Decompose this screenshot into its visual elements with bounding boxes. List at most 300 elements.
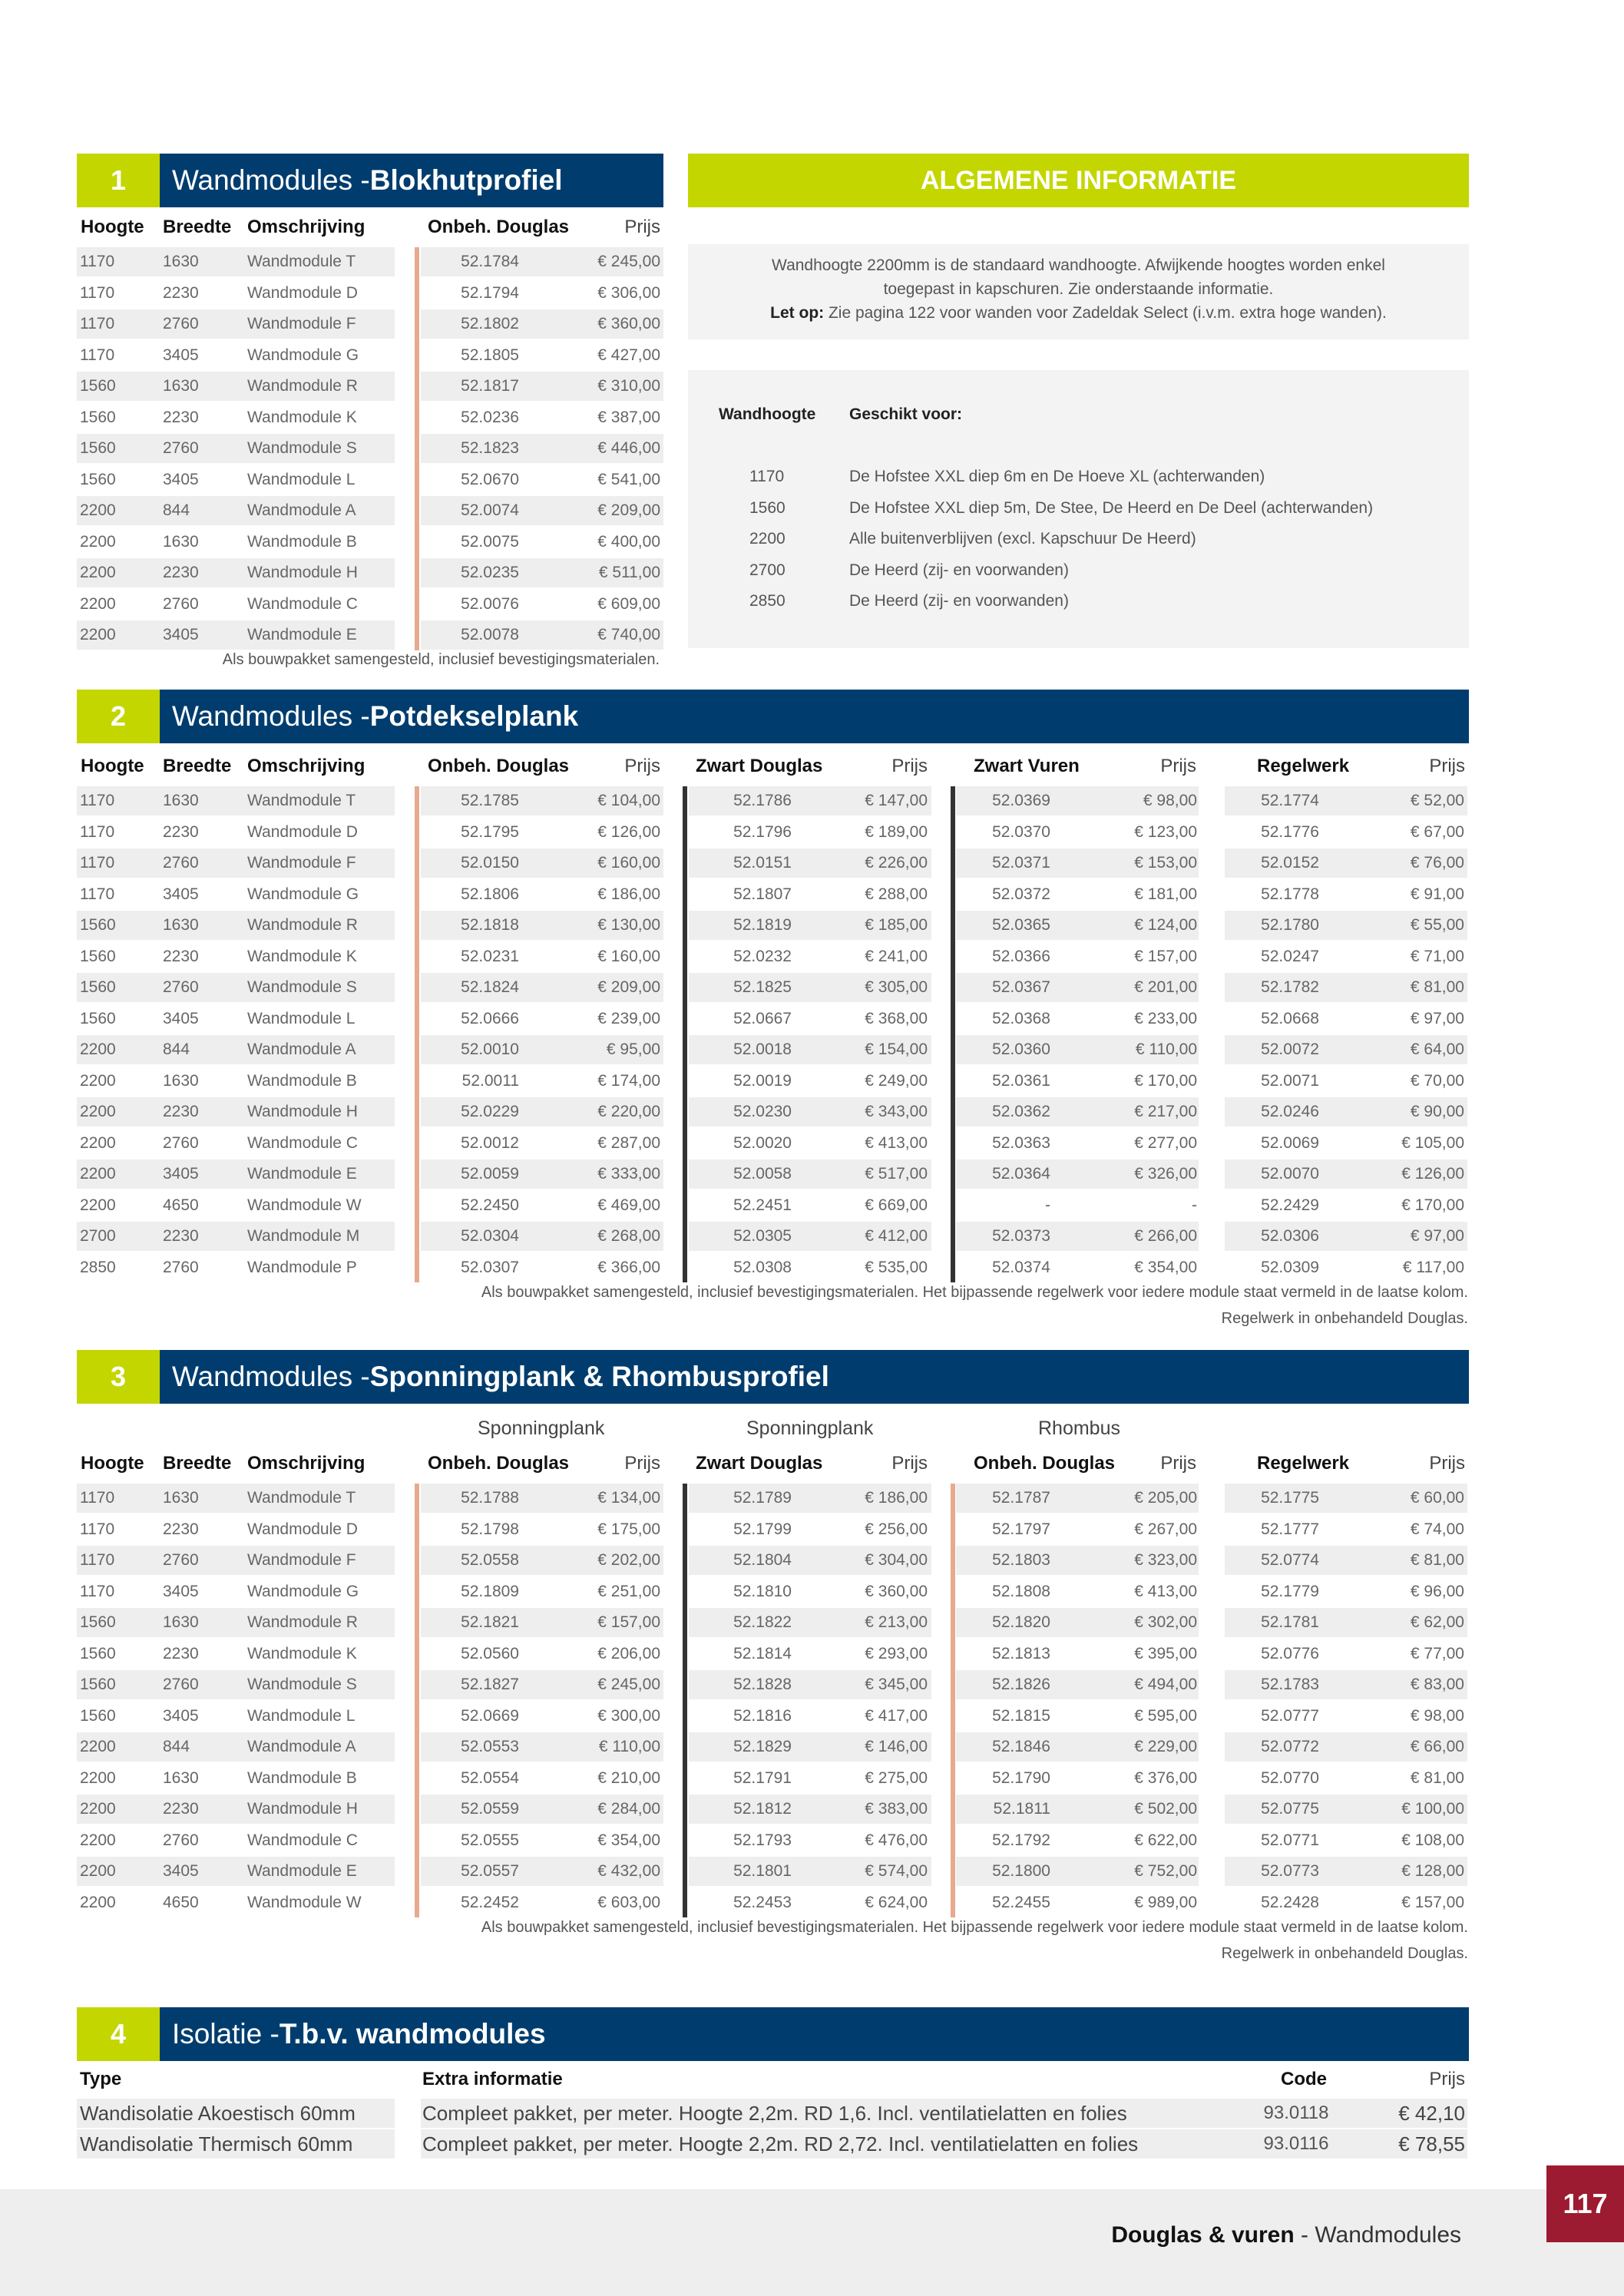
table-cell: 1170 bbox=[80, 1582, 115, 1600]
s3-note-2: Regelwerk in onbehandeld Douglas. bbox=[1221, 1945, 1468, 1962]
table-cell: € 360,00 bbox=[597, 315, 660, 332]
height-value: 1560 bbox=[749, 498, 786, 517]
table-cell: € 104,00 bbox=[597, 792, 660, 809]
page-number: 117 bbox=[1546, 2165, 1624, 2242]
group-label-sponning-1: Sponningplank bbox=[478, 1418, 605, 1439]
table-cell: € 267,00 bbox=[1134, 1520, 1197, 1538]
table-cell: 52.0374 bbox=[992, 1258, 1050, 1276]
column-divider bbox=[683, 786, 687, 1282]
col-header-price: Prijs bbox=[1429, 2069, 1465, 2089]
height-value: 2700 bbox=[749, 561, 786, 579]
table-cell: € 412,00 bbox=[865, 1227, 928, 1245]
table-cell: 52.0770 bbox=[1261, 1768, 1319, 1787]
table-cell: 2760 bbox=[163, 854, 199, 872]
table-cell: 52.0361 bbox=[992, 1071, 1050, 1090]
table-cell: € 170,00 bbox=[1134, 1071, 1197, 1090]
table-cell: 2760 bbox=[163, 1258, 199, 1276]
table-cell: 52.1783 bbox=[1261, 1676, 1319, 1693]
table-cell: 2760 bbox=[163, 1133, 199, 1152]
table-cell: 2200 bbox=[80, 626, 116, 643]
table-cell: € 64,00 bbox=[1410, 1040, 1464, 1058]
table-cell: Wandmodule F bbox=[247, 315, 356, 332]
table-cell: € 366,00 bbox=[597, 1258, 660, 1276]
table-cell: € 91,00 bbox=[1410, 885, 1464, 903]
table-cell: 52.1780 bbox=[1261, 916, 1319, 934]
table-cell: 2760 bbox=[163, 1676, 199, 1693]
col-header-code-1: Onbeh. Douglas bbox=[428, 1453, 570, 1474]
table-cell: 52.1827 bbox=[461, 1676, 519, 1693]
table-cell: 2760 bbox=[163, 594, 199, 613]
table-cell: 52.0078 bbox=[461, 626, 519, 643]
table-cell: € 323,00 bbox=[1134, 1551, 1197, 1569]
table-cell: 2200 bbox=[80, 1103, 116, 1120]
section-number: 1 bbox=[77, 154, 160, 207]
table-cell: € 205,00 bbox=[1134, 1489, 1197, 1507]
table-cell: Wandmodule G bbox=[247, 1582, 359, 1600]
table-cell: 52.1774 bbox=[1261, 792, 1319, 809]
s2-note-1: Als bouwpakket samengesteld, inclusief bevestigingsmaterialen. Het bijpassende regelwerk voor iedere module staat vermeld in de laatse kolom. bbox=[481, 1284, 1468, 1301]
height-value: 2200 bbox=[749, 530, 786, 548]
table-cell: 2850 bbox=[80, 1258, 116, 1276]
table-cell: € 343,00 bbox=[865, 1103, 928, 1120]
table-cell: 52.0366 bbox=[992, 947, 1050, 965]
table-row bbox=[77, 1670, 1468, 1701]
table-cell: € 62,00 bbox=[1410, 1613, 1464, 1631]
table-cell: Wandmodule E bbox=[247, 1862, 357, 1880]
table-cell: 1630 bbox=[163, 1768, 199, 1787]
table-cell: Wandmodule L bbox=[247, 470, 356, 488]
table-cell: 52.0074 bbox=[461, 501, 519, 519]
table-cell: 2200 bbox=[80, 1040, 116, 1058]
table-row bbox=[77, 1067, 1468, 1097]
table-cell: 52.1819 bbox=[733, 916, 792, 934]
table-cell: 52.1782 bbox=[1261, 978, 1319, 996]
column-divider bbox=[951, 1484, 955, 1917]
table-cell: Wandmodule A bbox=[247, 1738, 356, 1755]
table-cell: € 288,00 bbox=[865, 885, 928, 903]
table-cell: 52.1826 bbox=[992, 1676, 1050, 1693]
table-cell: 52.2450 bbox=[461, 1196, 519, 1214]
table-cell: 52.0246 bbox=[1261, 1103, 1319, 1120]
table-cell: € 245,00 bbox=[597, 1676, 660, 1693]
table-cell: € 67,00 bbox=[1410, 822, 1464, 841]
table-cell: 52.2451 bbox=[733, 1196, 792, 1214]
table-cell: 52.0363 bbox=[992, 1133, 1050, 1152]
table-cell: 2760 bbox=[163, 439, 199, 457]
info-box bbox=[688, 244, 1469, 339]
table-row bbox=[77, 880, 1468, 911]
col-header-width: Breedte bbox=[163, 756, 232, 776]
table-cell: € 345,00 bbox=[865, 1676, 928, 1693]
table-cell: 52.1778 bbox=[1261, 885, 1319, 903]
table-cell: 1170 bbox=[80, 854, 115, 872]
col-header-price-3: Prijs bbox=[1160, 1453, 1196, 1474]
section-1-header bbox=[77, 154, 663, 207]
table-row bbox=[77, 1826, 1468, 1857]
table-cell: 52.0305 bbox=[733, 1227, 792, 1245]
table-cell: 52.1824 bbox=[461, 978, 519, 996]
table-cell: - bbox=[1045, 1196, 1050, 1214]
table-cell: € 333,00 bbox=[597, 1165, 660, 1183]
table-cell: € 609,00 bbox=[597, 594, 660, 613]
table-row bbox=[77, 1732, 1468, 1763]
table-cell: € 624,00 bbox=[865, 1893, 928, 1911]
table-cell: € 78,55 bbox=[1398, 2132, 1465, 2155]
table-cell: 844 bbox=[163, 1040, 190, 1058]
table-cell: 52.0776 bbox=[1261, 1644, 1319, 1662]
table-cell: Compleet pakket, per meter. Hoogte 2,2m. RD 2,72. Incl. ventilatielatten en folies bbox=[422, 2132, 1139, 2155]
s2-note-2: Regelwerk in onbehandeld Douglas. bbox=[1221, 1310, 1468, 1327]
table-cell: 1630 bbox=[163, 377, 199, 395]
col-header-price-3: Prijs bbox=[1160, 756, 1196, 776]
table-cell: Wandmodule R bbox=[247, 916, 358, 934]
table-cell: € 417,00 bbox=[865, 1706, 928, 1725]
suitable-for: De Heerd (zij- en voorwanden) bbox=[849, 561, 1069, 579]
col-header-width: Breedte bbox=[163, 1453, 232, 1474]
info-line-3: Let op: Zie pagina 122 voor wanden voor Zadeldak Select (i.v.m. extra hoge wanden). bbox=[770, 304, 1387, 322]
table-cell: 52.0058 bbox=[733, 1165, 792, 1183]
table-row bbox=[77, 1888, 1468, 1919]
table-cell: 3405 bbox=[163, 1582, 199, 1600]
table-cell: 52.1795 bbox=[461, 822, 519, 841]
table-cell: 52.1813 bbox=[992, 1644, 1050, 1662]
table-cell: € 175,00 bbox=[597, 1520, 660, 1538]
table-cell: 52.0373 bbox=[992, 1227, 1050, 1245]
table-cell: 2760 bbox=[163, 315, 199, 332]
table-cell: Wandisolatie Akoestisch 60mm bbox=[80, 2102, 356, 2125]
col-header-description: Omschrijving bbox=[247, 756, 365, 776]
table-cell: Wandmodule D bbox=[247, 1520, 358, 1538]
table-cell: Wandmodule S bbox=[247, 978, 357, 996]
table-cell: 1560 bbox=[80, 1706, 116, 1725]
table-cell: 1630 bbox=[163, 1489, 199, 1507]
table-cell: € 202,00 bbox=[597, 1551, 660, 1569]
table-cell: 52.1817 bbox=[461, 377, 519, 395]
table-cell: Wandmodule M bbox=[247, 1227, 360, 1245]
section-3-header bbox=[77, 1350, 1469, 1404]
table-cell: Wandmodule H bbox=[247, 1800, 358, 1818]
table-cell: 2760 bbox=[163, 1831, 199, 1849]
table-cell: € 326,00 bbox=[1134, 1165, 1197, 1183]
table-cell: € 95,00 bbox=[606, 1040, 660, 1058]
table-cell: € 446,00 bbox=[597, 439, 660, 457]
table-cell: Wandmodule L bbox=[247, 1009, 356, 1027]
col-header-code-3: Onbeh. Douglas bbox=[974, 1453, 1116, 1474]
table-cell: € 476,00 bbox=[865, 1831, 928, 1849]
table-cell: Wandmodule H bbox=[247, 564, 358, 581]
table-cell: 1560 bbox=[80, 1613, 116, 1631]
col-header-price-1: Prijs bbox=[624, 756, 660, 776]
table-cell: € 284,00 bbox=[597, 1800, 660, 1818]
col-header-code-3: Zwart Vuren bbox=[974, 756, 1080, 776]
section-number: 3 bbox=[77, 1350, 160, 1404]
table-cell: € 110,00 bbox=[1135, 1040, 1197, 1058]
table-cell: 2200 bbox=[80, 1196, 116, 1214]
table-cell: 2200 bbox=[80, 1768, 116, 1787]
table-cell: 52.0247 bbox=[1261, 947, 1319, 965]
table-cell: € 387,00 bbox=[597, 408, 660, 426]
table-cell: 52.0360 bbox=[992, 1040, 1050, 1058]
table-cell: € 181,00 bbox=[1134, 885, 1197, 903]
table-cell: 52.0774 bbox=[1261, 1551, 1319, 1569]
table-cell: 1560 bbox=[80, 470, 116, 488]
table-cell: 3405 bbox=[163, 1862, 199, 1880]
table-cell: € 157,00 bbox=[1401, 1893, 1464, 1911]
table-cell: 52.0777 bbox=[1261, 1706, 1319, 1725]
table-cell: 2230 bbox=[163, 1520, 199, 1538]
table-cell: € 989,00 bbox=[1134, 1893, 1197, 1911]
table-row bbox=[77, 786, 1468, 817]
table-cell: 52.1796 bbox=[733, 822, 792, 841]
suitable-col-header: Geschikt voor: bbox=[849, 405, 963, 423]
table-cell: 1560 bbox=[80, 978, 116, 996]
table-cell: € 245,00 bbox=[597, 253, 660, 270]
table-cell: 52.0232 bbox=[733, 947, 792, 965]
table-cell: € 574,00 bbox=[865, 1862, 928, 1880]
table-cell: € 170,00 bbox=[1401, 1196, 1464, 1214]
table-cell: 2200 bbox=[80, 1133, 116, 1152]
suitable-for: De Heerd (zij- en voorwanden) bbox=[849, 592, 1069, 610]
table-cell: Wandmodule G bbox=[247, 346, 359, 364]
table-cell: 52.1801 bbox=[733, 1862, 792, 1880]
table-cell: € 413,00 bbox=[865, 1133, 928, 1152]
table-cell: € 226,00 bbox=[865, 854, 928, 872]
table-cell: € 206,00 bbox=[597, 1644, 660, 1662]
table-cell: 93.0118 bbox=[1263, 2102, 1329, 2123]
table-cell: 1560 bbox=[80, 1676, 116, 1693]
table-cell: 52.0670 bbox=[461, 470, 519, 488]
table-cell: 52.0229 bbox=[461, 1103, 519, 1120]
table-cell: 3405 bbox=[163, 1009, 199, 1027]
table-cell: 1560 bbox=[80, 408, 116, 426]
table-cell: Wandmodule K bbox=[247, 408, 357, 426]
table-cell: 52.1799 bbox=[733, 1520, 792, 1538]
table-cell: 1630 bbox=[163, 1613, 199, 1631]
table-cell: 1560 bbox=[80, 947, 116, 965]
table-cell: 52.1787 bbox=[992, 1489, 1050, 1507]
table-cell: € 494,00 bbox=[1134, 1676, 1197, 1693]
col-header-price-2: Prijs bbox=[891, 1453, 928, 1474]
table-cell: € 752,00 bbox=[1134, 1862, 1197, 1880]
table-cell: € 354,00 bbox=[597, 1831, 660, 1849]
table-cell: 52.1777 bbox=[1261, 1520, 1319, 1538]
table-cell: 3405 bbox=[163, 1165, 199, 1183]
table-cell: 52.0560 bbox=[461, 1644, 519, 1662]
table-cell: 2230 bbox=[163, 1800, 199, 1818]
table-cell: Wandmodule L bbox=[247, 1706, 356, 1725]
table-cell: € 376,00 bbox=[1134, 1768, 1197, 1787]
col-header-code-1: Onbeh. Douglas bbox=[428, 217, 570, 237]
table-cell: 2200 bbox=[80, 1071, 116, 1090]
table-cell: 52.1846 bbox=[992, 1738, 1050, 1755]
table-cell: 3405 bbox=[163, 885, 199, 903]
table-cell: 52.0070 bbox=[1261, 1165, 1319, 1183]
table-cell: Wandmodule W bbox=[247, 1893, 362, 1911]
table-cell: 3405 bbox=[163, 1706, 199, 1725]
table-cell: 52.0772 bbox=[1261, 1738, 1319, 1755]
table-cell: 52.0012 bbox=[461, 1133, 519, 1152]
table-cell: 52.0307 bbox=[461, 1258, 519, 1276]
table-cell: 52.0667 bbox=[733, 1009, 792, 1027]
height-col-header: Wandhoogte bbox=[719, 405, 816, 423]
table-cell: 52.0558 bbox=[461, 1551, 519, 1569]
table-cell: 1560 bbox=[80, 377, 116, 395]
table-cell: Wandmodule W bbox=[247, 1196, 362, 1214]
table-cell: 2200 bbox=[80, 501, 116, 519]
table-cell: 52.1814 bbox=[733, 1644, 792, 1662]
table-cell: 52.1781 bbox=[1261, 1613, 1319, 1631]
height-value: 2850 bbox=[749, 592, 786, 610]
table-cell: Wandmodule D bbox=[247, 283, 358, 302]
insulation-row bbox=[77, 2129, 1468, 2160]
table-row bbox=[77, 1857, 1468, 1887]
table-cell: € 186,00 bbox=[597, 885, 660, 903]
table-cell: 52.1775 bbox=[1261, 1489, 1319, 1507]
table-cell: Wandisolatie Thermisch 60mm bbox=[80, 2132, 353, 2155]
table-cell: 4650 bbox=[163, 1196, 199, 1214]
table-cell: 1560 bbox=[80, 1644, 116, 1662]
table-cell: 52.0557 bbox=[461, 1862, 519, 1880]
section-4-header bbox=[77, 2007, 1469, 2061]
table-cell: 52.1810 bbox=[733, 1582, 792, 1600]
table-cell: € 66,00 bbox=[1410, 1738, 1464, 1755]
col-header-height: Hoogte bbox=[81, 217, 144, 237]
table-cell: 52.0369 bbox=[992, 792, 1050, 809]
table-cell: 2230 bbox=[163, 283, 199, 302]
table-cell: Wandmodule E bbox=[247, 1165, 357, 1183]
col-header-description: Omschrijving bbox=[247, 217, 365, 237]
table-cell: € 622,00 bbox=[1134, 1831, 1197, 1849]
col-header-extra-info: Extra informatie bbox=[422, 2069, 563, 2089]
table-cell: 2760 bbox=[163, 1551, 199, 1569]
table-cell: € 98,00 bbox=[1143, 792, 1197, 809]
table-row bbox=[77, 1160, 1468, 1190]
table-cell: € 81,00 bbox=[1410, 1768, 1464, 1787]
table-cell: 1560 bbox=[80, 1009, 116, 1027]
table-cell: 2230 bbox=[163, 1644, 199, 1662]
table-cell: € 128,00 bbox=[1401, 1862, 1464, 1880]
table-cell: 844 bbox=[163, 501, 190, 519]
table-cell: 52.2455 bbox=[992, 1893, 1050, 1911]
table-cell: € 268,00 bbox=[597, 1227, 660, 1245]
table-cell: € 427,00 bbox=[597, 346, 660, 364]
table-cell: Wandmodule S bbox=[247, 1676, 357, 1693]
table-cell: 2200 bbox=[80, 1165, 116, 1183]
table-cell: € 229,00 bbox=[1134, 1738, 1197, 1755]
table-cell: 52.0304 bbox=[461, 1227, 519, 1245]
table-cell: € 213,00 bbox=[865, 1613, 928, 1631]
table-cell: € 185,00 bbox=[865, 916, 928, 934]
table-cell: 2230 bbox=[163, 822, 199, 841]
column-divider bbox=[683, 1484, 687, 1917]
table-cell: € 97,00 bbox=[1410, 1009, 1464, 1027]
table-row bbox=[77, 1764, 1468, 1795]
table-cell: 52.0372 bbox=[992, 885, 1050, 903]
table-cell: € 669,00 bbox=[865, 1196, 928, 1214]
table-cell: € 153,00 bbox=[1134, 854, 1197, 872]
table-cell: 52.0309 bbox=[1261, 1258, 1319, 1276]
col-header-code-1: Onbeh. Douglas bbox=[428, 756, 570, 776]
col-header-code: Code bbox=[1281, 2069, 1327, 2089]
table-cell: 52.1807 bbox=[733, 885, 792, 903]
table-cell: € 108,00 bbox=[1401, 1831, 1464, 1849]
group-label-sponning-2: Sponningplank bbox=[746, 1418, 874, 1439]
table-cell: 2760 bbox=[163, 978, 199, 996]
table-cell: 52.0668 bbox=[1261, 1009, 1319, 1027]
table-cell: 52.1823 bbox=[461, 439, 519, 457]
table-cell: 52.1788 bbox=[461, 1489, 519, 1507]
table-cell: 52.0771 bbox=[1261, 1831, 1319, 1849]
table-cell: € 126,00 bbox=[597, 822, 660, 841]
table-row bbox=[77, 1004, 1468, 1035]
table-cell: 1170 bbox=[80, 1520, 115, 1538]
table-cell: € 201,00 bbox=[1134, 978, 1197, 996]
table-cell: 1560 bbox=[80, 439, 116, 457]
table-cell: € 251,00 bbox=[597, 1582, 660, 1600]
table-cell: 52.0367 bbox=[992, 978, 1050, 996]
table-cell: 2200 bbox=[80, 1831, 116, 1849]
table-cell: 52.0559 bbox=[461, 1800, 519, 1818]
table-cell: € 413,00 bbox=[1134, 1582, 1197, 1600]
table-cell: 52.1809 bbox=[461, 1582, 519, 1600]
table-cell: 2230 bbox=[163, 408, 199, 426]
table-cell: 2230 bbox=[163, 947, 199, 965]
table-cell: 52.0364 bbox=[992, 1165, 1050, 1183]
table-cell: 52.2429 bbox=[1261, 1196, 1319, 1214]
table-cell: 52.0306 bbox=[1261, 1227, 1319, 1245]
table-cell: 1170 bbox=[80, 1551, 115, 1569]
table-cell: 52.1815 bbox=[992, 1706, 1050, 1725]
table-cell: Wandmodule F bbox=[247, 1551, 356, 1569]
table-cell: 844 bbox=[163, 1738, 190, 1755]
table-cell: € 134,00 bbox=[597, 1489, 660, 1507]
table-cell: € 146,00 bbox=[865, 1738, 928, 1755]
table-cell: 52.1797 bbox=[992, 1520, 1050, 1538]
table-cell: 52.1798 bbox=[461, 1520, 519, 1538]
table-cell: 52.1821 bbox=[461, 1613, 519, 1631]
table-cell: Wandmodule G bbox=[247, 885, 359, 903]
table-cell: € 117,00 bbox=[1402, 1258, 1464, 1276]
col-header-price-4: Prijs bbox=[1429, 756, 1465, 776]
table-cell: € 368,00 bbox=[865, 1009, 928, 1027]
table-cell: 52.0669 bbox=[461, 1706, 519, 1725]
table-cell: € 360,00 bbox=[865, 1582, 928, 1600]
table-cell: Wandmodule B bbox=[247, 532, 357, 551]
table-cell: 52.0666 bbox=[461, 1009, 519, 1027]
table-cell: 52.0362 bbox=[992, 1103, 1050, 1120]
table-cell: 52.1825 bbox=[733, 978, 792, 996]
table-cell: € 310,00 bbox=[597, 377, 660, 395]
table-cell: Wandmodule T bbox=[247, 1489, 356, 1507]
suitable-for: De Hofstee XXL diep 5m, De Stee, De Heerd en De Deel (achterwanden) bbox=[849, 498, 1374, 517]
table-cell: 2200 bbox=[80, 1893, 116, 1911]
column-divider bbox=[415, 247, 419, 650]
table-cell: 2230 bbox=[163, 1227, 199, 1245]
table-cell: € 595,00 bbox=[1134, 1706, 1197, 1725]
table-cell: € 52,00 bbox=[1410, 792, 1464, 809]
table-cell: € 110,00 bbox=[598, 1738, 660, 1755]
table-cell: 52.1784 bbox=[461, 253, 519, 270]
table-cell: 52.0370 bbox=[992, 822, 1050, 841]
table-row bbox=[77, 1608, 1468, 1639]
table-cell: Wandmodule S bbox=[247, 439, 357, 457]
table-row bbox=[77, 1795, 1468, 1825]
group-label-rhombus: Rhombus bbox=[1038, 1418, 1120, 1439]
table-row bbox=[77, 1191, 1468, 1222]
suitable-for: Alle buitenverblijven (excl. Kapschuur De Heerd) bbox=[849, 530, 1196, 548]
col-header-height: Hoogte bbox=[81, 1453, 144, 1474]
table-cell: € 42,10 bbox=[1398, 2102, 1465, 2125]
